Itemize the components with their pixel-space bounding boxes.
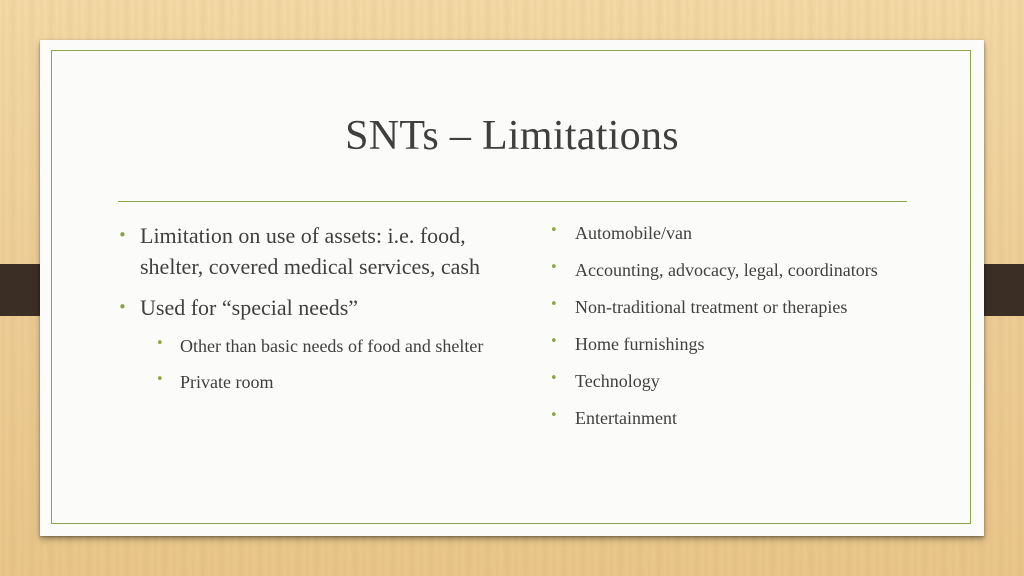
bullet-text: Technology (575, 371, 660, 391)
bullet-icon: • (118, 298, 127, 316)
bullet-icon: • (550, 334, 558, 349)
bullet-text: Non-traditional treatment or therapies (575, 297, 848, 317)
bullet-text: Automobile/van (575, 223, 692, 243)
bullet-item (118, 220, 518, 282)
bullet-item (550, 257, 930, 283)
bullet-item (550, 294, 930, 320)
bullet-text: Private room (180, 372, 274, 392)
bullet-icon: • (156, 336, 164, 351)
bullet-item (550, 220, 930, 246)
slide-title: SNTs – Limitations (345, 113, 679, 159)
bullet-icon: • (550, 297, 558, 312)
bullet-item (118, 292, 518, 323)
bullet-item (550, 368, 930, 394)
bullet-icon: • (118, 226, 127, 244)
bullet-item (550, 405, 930, 431)
bullet-item (550, 331, 930, 357)
slide (40, 40, 984, 536)
title-divider (118, 201, 907, 202)
bullet-text: Used for “special needs” (140, 295, 359, 320)
bullet-text: Accounting, advocacy, legal, coordinators (575, 260, 878, 280)
right-bullet-list (550, 220, 930, 442)
sub-bullet-item (118, 333, 518, 359)
bullet-icon: • (550, 223, 558, 238)
bullet-icon: • (550, 408, 558, 423)
sub-bullet-item (118, 369, 518, 395)
left-bullet-list (118, 220, 518, 405)
bullet-text: Entertainment (575, 408, 677, 428)
bullet-text: Other than basic needs of food and shelter (180, 336, 484, 356)
bullet-icon: • (156, 372, 164, 387)
bullet-icon: • (550, 371, 558, 386)
bullet-text: Limitation on use of assets: i.e. food, shelter, covered medical services, cash (140, 223, 480, 279)
bullet-text: Home furnishings (575, 334, 705, 354)
bullet-icon: • (550, 260, 558, 275)
